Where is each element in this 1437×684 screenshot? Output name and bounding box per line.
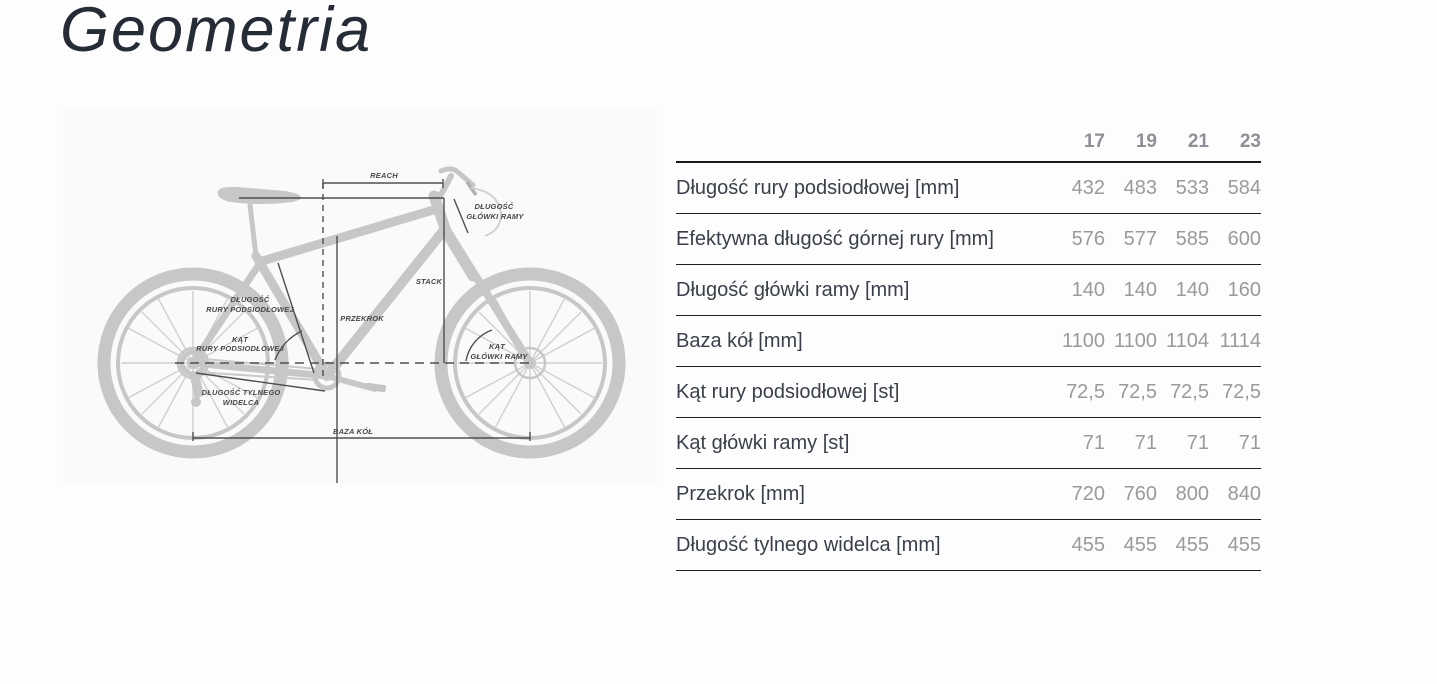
row-value: 455 [1227, 534, 1261, 556]
diagram-label-head-angle-1: KĄT [488, 342, 506, 351]
row-value: 140 [1071, 279, 1105, 301]
row-value: 455 [1123, 534, 1157, 556]
bike-diagram-svg [63, 110, 657, 483]
page-title: Geometria [60, 0, 373, 65]
row-value: 72,5 [1222, 381, 1261, 403]
saddle [218, 187, 301, 204]
table-row [676, 367, 1261, 418]
table-row [676, 316, 1261, 367]
diagram-label-head-tube-length-2: GŁÓWKI RAMY [466, 212, 524, 221]
row-label: Kąt główki ramy [st] [676, 432, 850, 454]
diagram-label-przekrok: PRZEKROK [340, 314, 384, 323]
row-label: Długość tylnego widelca [mm] [676, 534, 941, 556]
row-value: 533 [1175, 177, 1209, 199]
row-value: 600 [1227, 228, 1261, 250]
row-value: 160 [1227, 279, 1261, 301]
row-value: 140 [1175, 279, 1209, 301]
row-value: 140 [1123, 279, 1157, 301]
row-label: Kąt rury podsiodłowej [st] [676, 381, 900, 403]
table-row [676, 520, 1261, 571]
row-value: 1100 [1061, 330, 1105, 352]
row-value: 72,5 [1118, 381, 1157, 403]
row-value: 576 [1071, 228, 1105, 250]
row-value: 585 [1175, 228, 1209, 250]
diagram-label-chainstay-2: WIDELCA [222, 398, 260, 407]
row-value: 1114 [1219, 330, 1261, 352]
diagram-label-chainstay-1: DŁUGOŚĆ TYLNEGO [201, 388, 281, 397]
row-value: 720 [1071, 483, 1105, 505]
row-label: Efektywna długość górnej rury [mm] [676, 228, 994, 250]
diagram-label-reach: REACH [370, 171, 398, 180]
row-label: Długość główki ramy [mm] [676, 279, 910, 301]
row-value: 72,5 [1170, 381, 1209, 403]
row-value: 455 [1071, 534, 1105, 556]
row-value: 71 [1186, 432, 1209, 454]
bike-illustration [104, 169, 619, 452]
diagram-label-seat-tube-length-1: DŁUGOŚĆ [230, 295, 270, 304]
table-header-row [676, 125, 1261, 163]
table-row [676, 163, 1261, 214]
row-value: 455 [1175, 534, 1209, 556]
size-column-header: 23 [1239, 131, 1261, 152]
table-row [676, 265, 1261, 316]
row-value: 584 [1227, 177, 1261, 199]
diagram-label-seat-angle-1: KĄT [231, 335, 249, 344]
diagram-label-seat-angle-2: RURY PODSIODŁOWEJ [196, 344, 284, 353]
diagram-label-stack: STACK [415, 277, 443, 286]
diagram-label-wheelbase: BAZA KÓŁ [332, 427, 374, 436]
diagram-label-head-angle-2: GŁÓWKI RAMY [470, 352, 528, 361]
row-value: 483 [1123, 177, 1157, 199]
row-label: Przekrok [mm] [676, 483, 805, 505]
row-value: 1100 [1113, 330, 1157, 352]
size-column-header: 17 [1083, 131, 1105, 152]
row-value: 71 [1134, 432, 1157, 454]
size-column-header: 21 [1187, 131, 1209, 152]
row-value: 71 [1238, 432, 1261, 454]
row-value: 840 [1227, 483, 1261, 505]
row-value: 800 [1175, 483, 1209, 505]
diagram-label-head-tube-length-1: DŁUGOŚĆ [474, 202, 514, 211]
table-row [676, 214, 1261, 265]
table-row [676, 469, 1261, 520]
row-value: 577 [1123, 228, 1157, 250]
table-row [676, 418, 1261, 469]
row-label: Baza kół [mm] [676, 330, 803, 352]
diagram-label-seat-tube-length-2: RURY PODSIODŁOWEJ [206, 305, 294, 314]
geometry-table [676, 125, 1261, 571]
bike-geometry-diagram [63, 110, 657, 483]
size-column-header: 19 [1135, 131, 1157, 152]
row-value: 72,5 [1066, 381, 1105, 403]
row-value: 760 [1123, 483, 1157, 505]
row-label: Długość rury podsiodłowej [mm] [676, 177, 960, 199]
row-value: 432 [1071, 177, 1105, 199]
row-value: 1104 [1165, 330, 1209, 352]
row-value: 71 [1082, 432, 1105, 454]
